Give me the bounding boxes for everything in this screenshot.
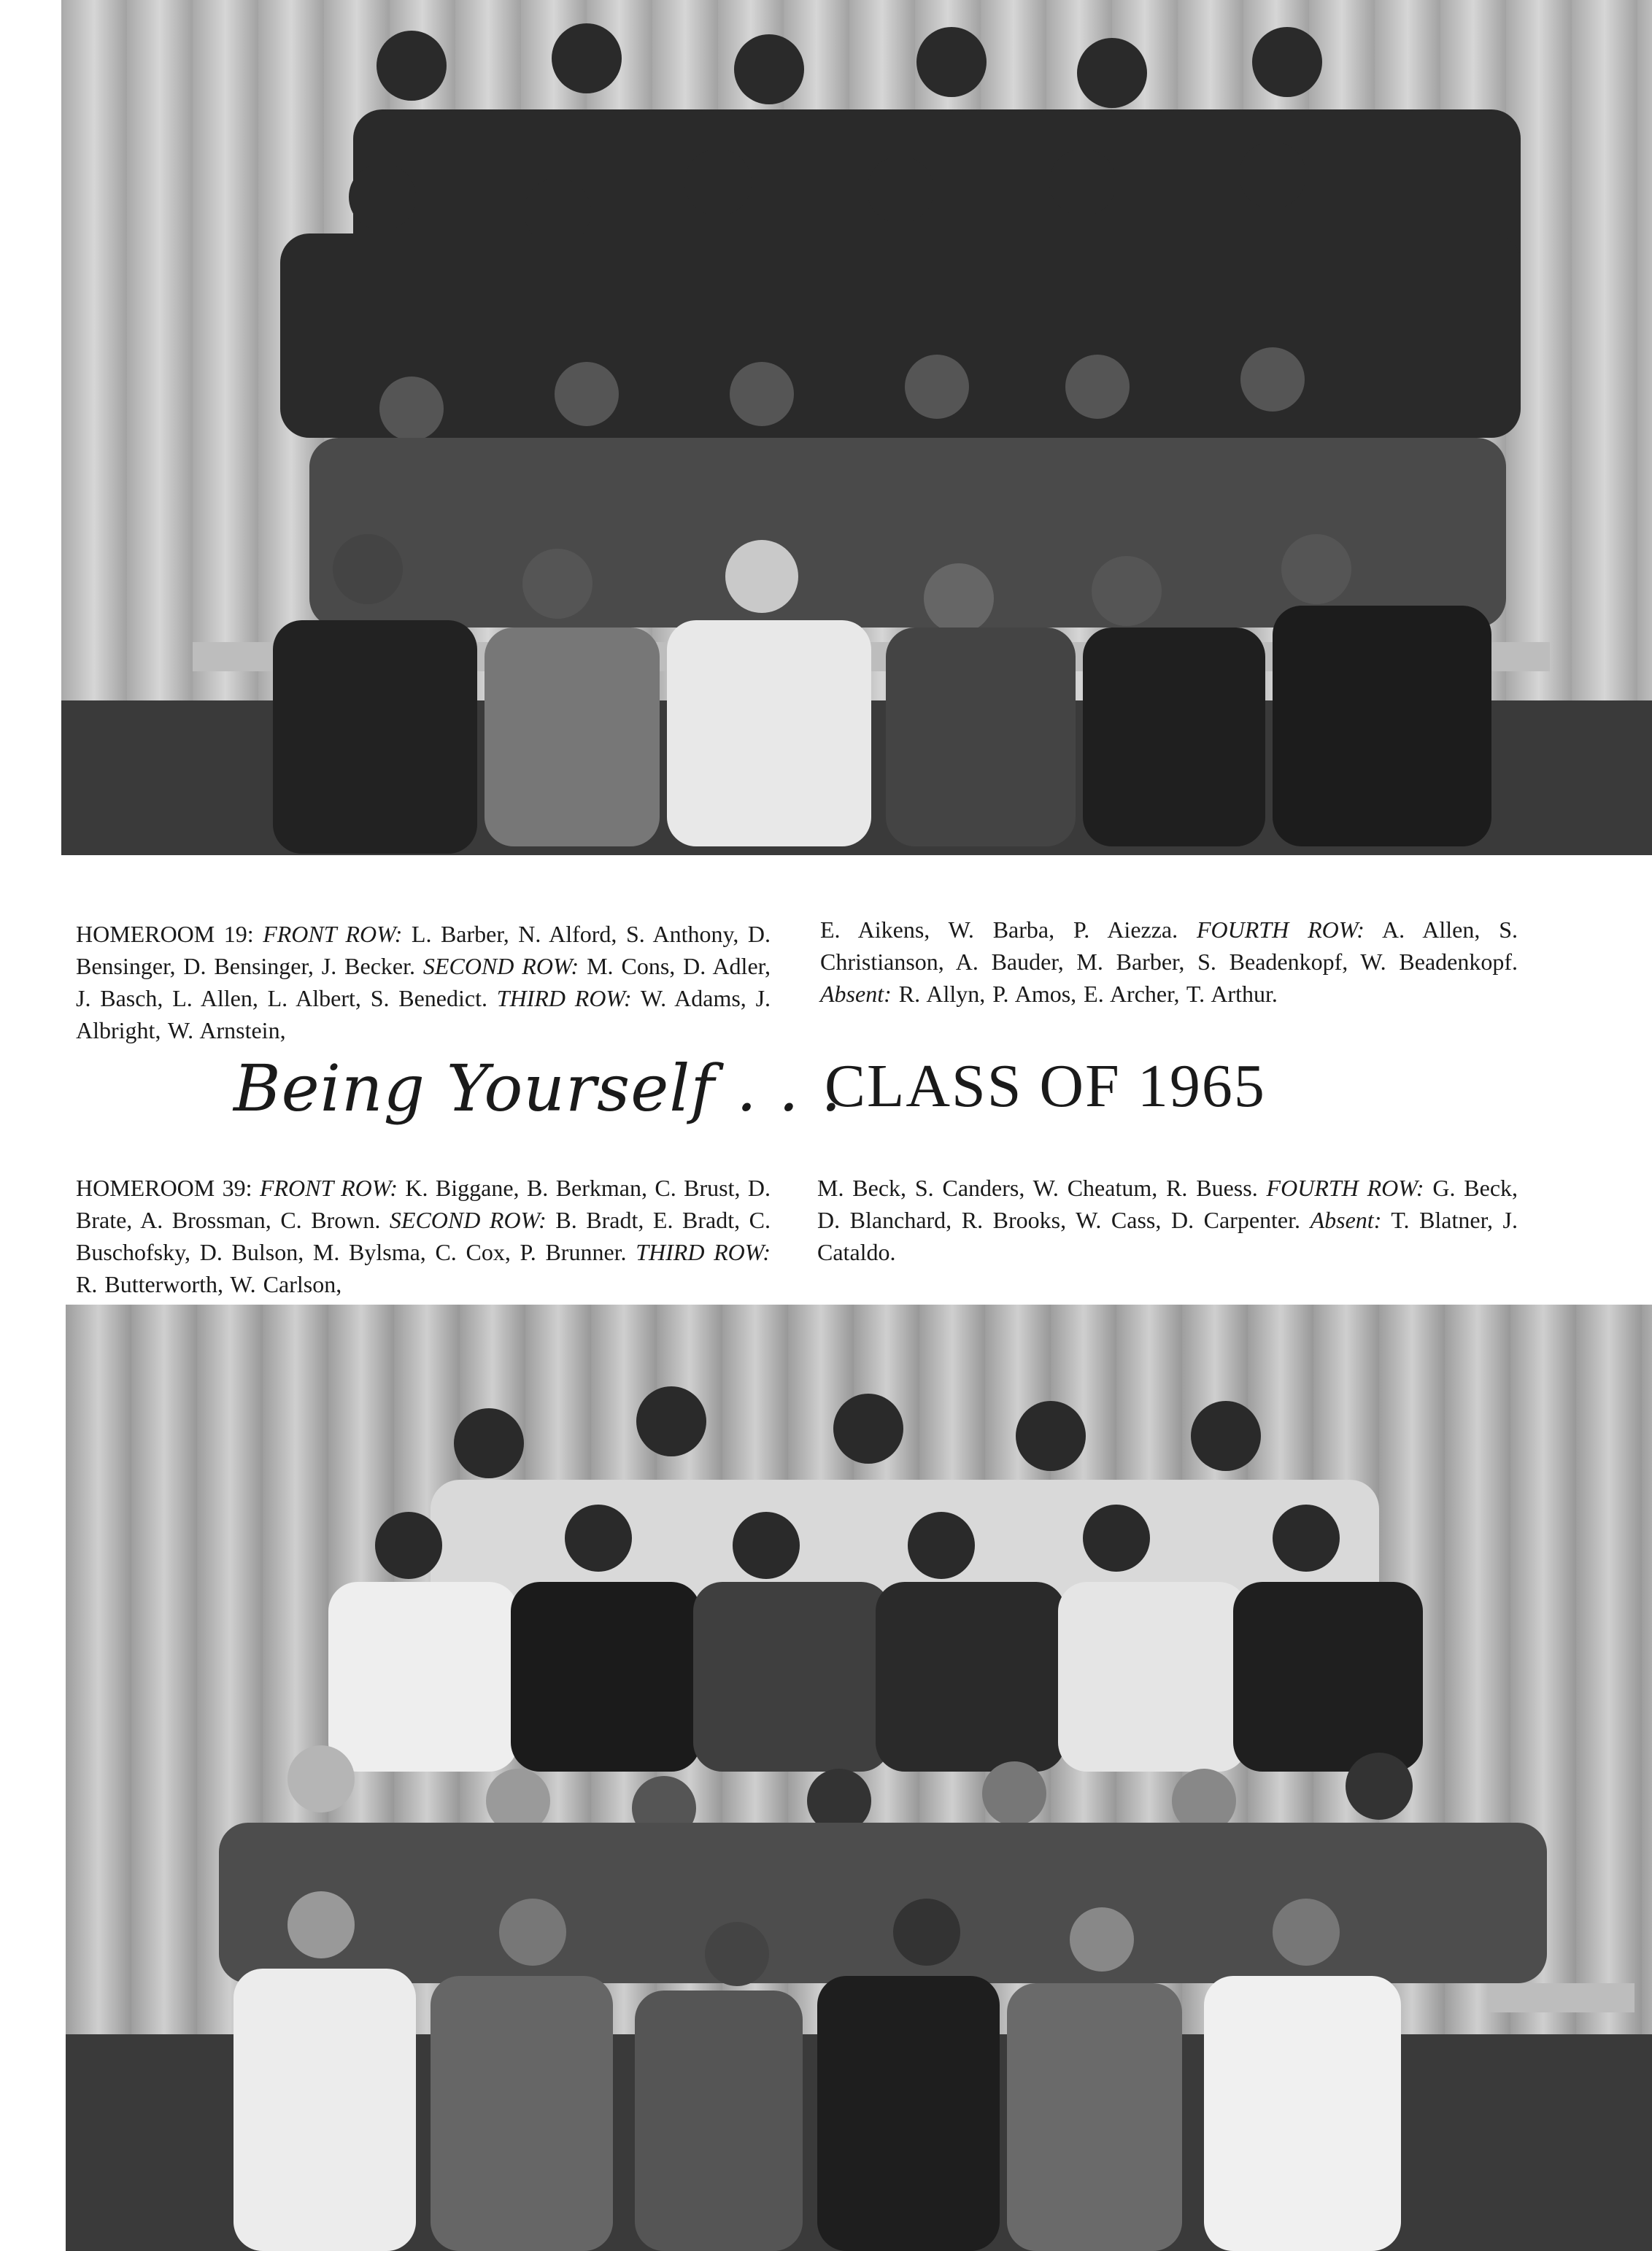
homeroom-19-absent-label: Absent: xyxy=(820,981,892,1007)
homeroom-19-absent-names: R. Allyn, P. Amos, E. Archer, T. Arthur. xyxy=(891,981,1278,1007)
page-title-class-of-1965: CLASS OF 1965 xyxy=(825,1052,1266,1120)
homeroom-39-third-row-names: R. Butterworth, W. Carlson, xyxy=(76,1271,342,1297)
homeroom-19-fourth-row-names: A. Allen, S. Christianson, A. Bauder, M. Barber, S. Beadenkopf, W. Beadenkopf. xyxy=(820,916,1518,975)
homeroom-19-photo xyxy=(61,0,1652,855)
homeroom-19-caption xyxy=(76,918,771,1046)
homeroom-19-caption-continued xyxy=(820,914,1518,1010)
homeroom-39-second-row-label: SECOND ROW: xyxy=(389,1207,547,1233)
homeroom-19-third-row-names-continued: E. Aikens, W. Barba, P. Aiezza. xyxy=(820,916,1197,943)
homeroom-39-heading: HOMEROOM 39: xyxy=(76,1175,252,1201)
homeroom-39-fourth-row-label: FOURTH ROW: xyxy=(1266,1175,1424,1201)
homeroom-19-front-row-names: L. Barber, N. Alford, S. Anthony, D. Bensinger, D. Bensinger, J. Becker. xyxy=(76,921,771,979)
homeroom-19-front-row-label: FRONT ROW: xyxy=(263,921,403,947)
homeroom-39-caption xyxy=(76,1172,771,1300)
homeroom-19-fourth-row-label: FOURTH ROW: xyxy=(1196,916,1365,943)
page-title-being-yourself: Being Yourself . . . xyxy=(233,1051,842,1126)
homeroom-19-photo-graphic xyxy=(61,0,1652,855)
homeroom-19-heading: HOMEROOM 19: xyxy=(76,921,254,947)
homeroom-39-third-row-label: THIRD ROW: xyxy=(636,1239,771,1265)
homeroom-39-front-row-names: K. Biggane, B. Berkman, C. Brust, D. Brate, A. Brossman, C. Brown. xyxy=(76,1175,771,1233)
homeroom-39-front-row-label: FRONT ROW: xyxy=(259,1175,398,1201)
homeroom-39-caption-continued xyxy=(817,1172,1518,1268)
homeroom-19-third-row-names: W. Adams, J. Albright, W. Arnstein, xyxy=(76,985,771,1043)
homeroom-39-photo xyxy=(66,1305,1652,2251)
homeroom-39-second-row-names: B. Bradt, E. Bradt, C. Buschofsky, D. Bulson, M. Bylsma, C. Cox, P. Brunner. xyxy=(76,1207,771,1265)
homeroom-39-absent-label: Absent: xyxy=(1310,1207,1382,1233)
homeroom-39-third-row-names-continued: M. Beck, S. Canders, W. Cheatum, R. Buess. xyxy=(817,1175,1267,1201)
homeroom-19-second-row-names: M. Cons, D. Adler, J. Basch, L. Allen, L. Albert, S. Benedict. xyxy=(76,953,771,1011)
homeroom-19-second-row-label: SECOND ROW: xyxy=(422,953,579,979)
homeroom-39-absent-names: T. Blatner, J. Cataldo. xyxy=(817,1207,1518,1265)
homeroom-39-fourth-row-names: G. Beck, D. Blanchard, R. Brooks, W. Cass, D. Carpenter. xyxy=(817,1175,1518,1233)
homeroom-39-photo-graphic xyxy=(66,1305,1652,2251)
homeroom-19-third-row-label: THIRD ROW: xyxy=(496,985,632,1011)
